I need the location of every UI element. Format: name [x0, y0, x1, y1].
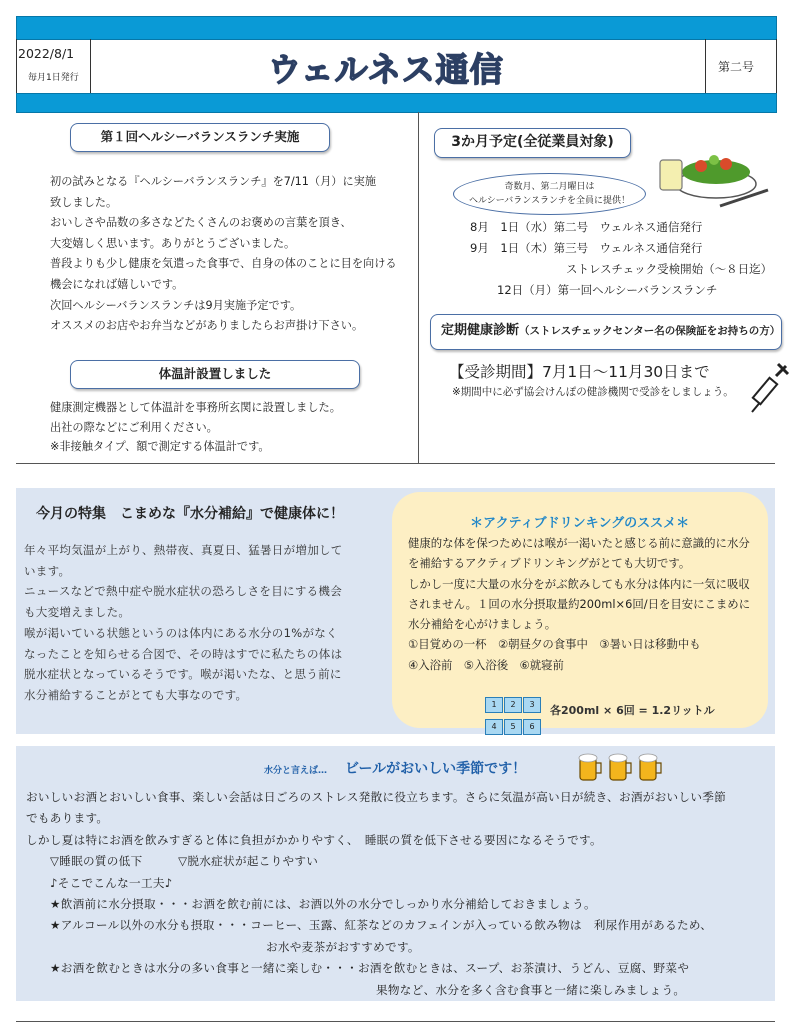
schedule-row: 12日（月）第一回ヘルシーバランスランチ: [497, 283, 718, 297]
lunch-body: [50, 172, 410, 337]
beer-line: 果物など、水分を多く含む食事と一緒に楽しみましょう。: [376, 982, 686, 997]
feature-title: 今月の特集 こまめな『水分補給』で健康体に！: [36, 506, 344, 522]
water-cup-icon: 4: [485, 719, 503, 735]
active-drinking-title: ＊アクティブドリンキングのススメ＊: [470, 516, 690, 531]
beer-line: お水や麦茶がおすすめです。: [266, 939, 420, 954]
syringe-icon: [748, 362, 790, 416]
header-bottom-bar: [16, 93, 777, 113]
issue-date: 2022/8/1: [18, 46, 75, 61]
checkup-period: 【受診期間】7月1日～11月30日まで: [449, 363, 710, 381]
water-cup-icon: 1: [485, 697, 503, 713]
thermometer-body: [50, 398, 410, 457]
water-cup-icon: 6: [523, 719, 541, 735]
bubble-line: 奇数月、第二月曜日は: [504, 182, 595, 192]
active-line: しかし一度に大量の水分をがぶ飲みしても水分は体内に一気に吸収: [408, 576, 750, 591]
column-divider: [418, 112, 419, 464]
beer-line: ★アルコール以外の水分も摂取・・・コーヒー、玉露、紅茶などのカフェインが入っている飲み物は 利尿作用があるため、: [50, 918, 713, 933]
active-line: 水分補給を心がけましょう。: [408, 617, 557, 632]
checkup-note: ※期間中に必ず協会けんぽの健診機関で受診をしましょう。: [452, 386, 734, 398]
publish-schedule: 毎月1日発行: [28, 73, 79, 83]
lunch-line: 次回ヘルシーバランスランチは9月実施予定です。: [50, 298, 302, 312]
feature-line: 喉が渇いている状態というのは体内にある水分の1%がなく: [24, 625, 338, 640]
lunch-line: 初の試みとなる『ヘルシーバランスランチ』を7/11（月）に実施: [50, 175, 377, 188]
feature-line: 脱水症状となっているそうです。喉が渇いたな、と思う前に: [24, 667, 342, 682]
schedule-row: 8月 1日（水）第二号 ウェルネス通信発行: [470, 220, 703, 234]
lunch-line: 普段よりも少し健康を気遣った食事で、自身の体のことに目を向ける: [50, 257, 397, 271]
checkup-title-sub: （ストレスチェックセンター名の保険証をお持ちの方）: [519, 325, 781, 337]
beer-mugs-icon: [576, 752, 670, 784]
beer-line: ★飲酒前に水分摂取・・・お酒を飲む前には、お酒以外の水分でしっかり水分補給しておきましょう。: [50, 897, 596, 912]
feature-line: も大変増えました。: [24, 605, 131, 620]
feature-line: ニュースなどで熱中症や脱水症状の恐ろしさを目にする機会: [24, 584, 343, 599]
beer-title: ビールがおいしい季節です！: [345, 761, 527, 777]
salad-illustration-icon: [656, 132, 776, 212]
feature-line: います。: [24, 563, 71, 578]
thermometer-line: ※非接触タイプ、額で測定する体温計です。: [50, 440, 270, 453]
beer-line: ▽睡眠の質の低下 ▽脱水症状が起こりやすい: [50, 854, 319, 869]
beer-line: ★お酒を飲むときは水分の多い食事と一緒に楽しむ・・・お酒を飲むときは、スープ、お茶漬け、うどん、豆腐、野菜や: [50, 961, 690, 976]
water-cup-icon: 3: [523, 697, 541, 713]
beer-line: でもあります。: [26, 811, 109, 826]
thermometer-line: 健康測定機器として体温計を事務所玄関に設置しました。: [50, 401, 341, 414]
active-line: を補給するアクティブドリンキングがとても大切です。: [408, 556, 691, 571]
beer-line: しかし夏は特にお酒を飲みすぎると体に負担がかかりやすく、 睡眠の質を低下させる要因になるそうです。: [26, 832, 602, 847]
header-top-bar: [16, 16, 777, 40]
water-cup-icon: 2: [504, 697, 522, 713]
feature-line: 年々平均気温が上がり、熱帯夜、真夏日、猛暑日が増加して: [24, 543, 343, 557]
active-drinking-body: [408, 533, 762, 675]
thermometer-heading: 体温計設置しました: [70, 360, 360, 389]
water-formula: 各200ml × 6回 = 1.2リットル: [550, 704, 715, 717]
lunch-line: 機会になれば嬉しいです。: [50, 277, 184, 291]
feature-body: [24, 540, 374, 706]
thermometer-line: 出社の際などにご利用ください。: [50, 420, 218, 434]
water-cups: [485, 692, 542, 736]
beer-line: ♪そこでこんな一工夫♪: [50, 875, 173, 890]
schedule-heading: 3か月予定(全従業員対象): [434, 128, 631, 158]
checkup-title: 定期健康診断: [441, 323, 520, 338]
lunch-line: 大変嬉しく思います。ありがとうございました。: [50, 236, 296, 250]
lunch-line: オススメのお店やお弁当などがありましたらお声掛け下さい。: [50, 319, 364, 333]
issue-number: 第二号: [718, 60, 755, 74]
bubble-line: ヘルシーバランスランチを全員に提供！: [468, 196, 631, 206]
feature-line: なったことを知らせる合図で、その時はすでに私たちの体は: [24, 646, 343, 661]
feature-line: 水分補給することがとても大事なのです。: [24, 687, 248, 702]
active-line: 健康的な体を保つためには喉が一渇いたと感じる前に意識的に水分: [408, 536, 750, 550]
active-line: ④入浴前 ⑤入浴後 ⑥就寝前: [408, 657, 564, 672]
active-line: ①目覚めの一杯 ②朝昼夕の食事中 ③暑い日は移動中も: [408, 637, 701, 652]
schedule-row: 9月 1日（木）第三号 ウェルネス通信発行: [470, 241, 703, 255]
masthead-title: ウェルネス通信: [268, 50, 504, 89]
beer-pre-title: 水分と言えば…: [264, 766, 328, 776]
active-line: されません。１回の水分摂取量約200ml×6回/日を目安にこまめに: [408, 596, 751, 611]
beer-body: [26, 787, 768, 1001]
beer-line: おいしいお酒とおいしい食事、楽しい会話は日ごろのストレス発散に役立ちます。さらに気温が高い日が続き、お酒がおいしい季節: [26, 790, 726, 804]
checkup-heading: [430, 314, 782, 350]
section-divider: [16, 463, 775, 464]
lunch-notice-bubble: [453, 173, 646, 215]
bottom-divider: [16, 1021, 775, 1022]
lunch-line: 致しました。: [50, 195, 118, 209]
water-cup-icon: 5: [504, 719, 522, 735]
schedule-row: ストレスチェック受検開始（～８日迄）: [566, 262, 773, 276]
lunch-heading: 第１回ヘルシーバランスランチ実施: [70, 123, 330, 152]
lunch-line: おいしさや品数の多さなどたくさんのお褒めの言葉を頂き、: [50, 216, 352, 230]
